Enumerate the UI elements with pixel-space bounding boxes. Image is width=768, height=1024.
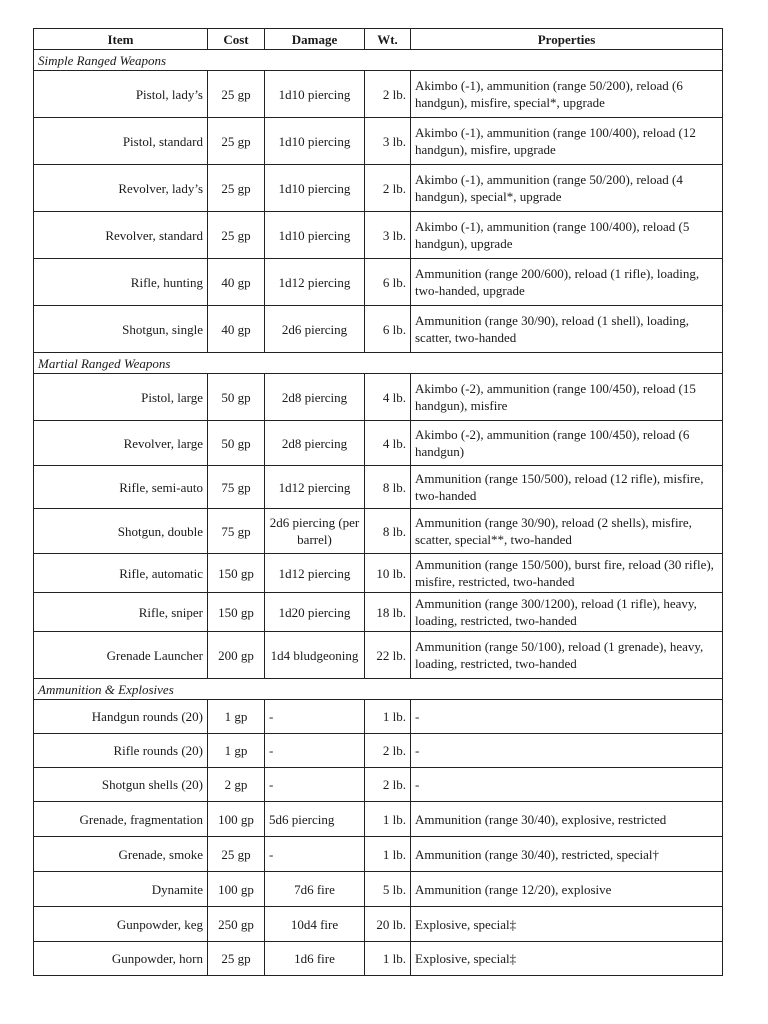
cost-cell: 25 gp (208, 837, 265, 872)
cost-cell: 150 gp (208, 593, 265, 632)
weight-cell: 6 lb. (365, 306, 411, 353)
damage-cell: 1d10 piercing (265, 165, 365, 212)
table-row (34, 466, 723, 509)
weight-cell: 3 lb. (365, 212, 411, 259)
weight-cell: 1 lb. (365, 942, 411, 976)
header-item: Item (34, 29, 208, 50)
weight-cell: 4 lb. (365, 374, 411, 421)
properties-cell: Akimbo (-1), ammunition (range 50/200), reload (4 handgun), special*, upgrade (411, 165, 723, 212)
properties-cell: Akimbo (-1), ammunition (range 100/400), reload (5 handgun), upgrade (411, 212, 723, 259)
item-cell: Grenade, smoke (34, 837, 208, 872)
properties-cell: Ammunition (range 150/500), burst fire, reload (30 rifle), misfire, restricted, two-handed (411, 554, 723, 593)
weight-cell: 22 lb. (365, 632, 411, 679)
item-cell: Rifle, sniper (34, 593, 208, 632)
weight-cell: 20 lb. (365, 907, 411, 942)
damage-cell: 1d10 piercing (265, 71, 365, 118)
properties-cell: Akimbo (-2), ammunition (range 100/450), reload (15 handgun), misfire (411, 374, 723, 421)
section-title: Ammunition & Explosives (34, 679, 723, 700)
damage-cell: - (265, 734, 365, 768)
table-row (34, 374, 723, 421)
weight-cell: 6 lb. (365, 259, 411, 306)
table-row (34, 118, 723, 165)
weight-cell: 1 lb. (365, 700, 411, 734)
header-properties: Properties (411, 29, 723, 50)
properties-cell: Explosive, special‡ (411, 907, 723, 942)
table-row (34, 734, 723, 768)
cost-cell: 75 gp (208, 466, 265, 509)
table-row (34, 768, 723, 802)
section-row (34, 50, 723, 71)
header-damage: Damage (265, 29, 365, 50)
item-cell: Gunpowder, horn (34, 942, 208, 976)
weight-cell: 4 lb. (365, 421, 411, 466)
table-row (34, 593, 723, 632)
item-cell: Pistol, standard (34, 118, 208, 165)
damage-cell: 10d4 fire (265, 907, 365, 942)
cost-cell: 40 gp (208, 306, 265, 353)
table-row (34, 942, 723, 976)
section-row (34, 353, 723, 374)
table-row (34, 306, 723, 353)
table-row (34, 554, 723, 593)
section-title: Martial Ranged Weapons (34, 353, 723, 374)
damage-cell: - (265, 837, 365, 872)
cost-cell: 25 gp (208, 212, 265, 259)
properties-cell: Explosive, special‡ (411, 942, 723, 976)
weight-cell: 2 lb. (365, 165, 411, 212)
item-cell: Rifle, semi-auto (34, 466, 208, 509)
properties-cell: - (411, 700, 723, 734)
damage-cell: 7d6 fire (265, 872, 365, 907)
damage-cell: 2d6 piercing (265, 306, 365, 353)
properties-cell: Ammunition (range 50/100), reload (1 grenade), heavy, loading, restricted, two-handed (411, 632, 723, 679)
weight-cell: 3 lb. (365, 118, 411, 165)
cost-cell: 50 gp (208, 374, 265, 421)
table-row (34, 632, 723, 679)
table-row (34, 700, 723, 734)
item-cell: Rifle, automatic (34, 554, 208, 593)
weight-cell: 10 lb. (365, 554, 411, 593)
damage-cell: 1d12 piercing (265, 466, 365, 509)
item-cell: Gunpowder, keg (34, 907, 208, 942)
item-cell: Rifle rounds (20) (34, 734, 208, 768)
cost-cell: 40 gp (208, 259, 265, 306)
item-cell: Revolver, standard (34, 212, 208, 259)
weight-cell: 18 lb. (365, 593, 411, 632)
table-row (34, 509, 723, 554)
properties-cell: - (411, 734, 723, 768)
weight-cell: 2 lb. (365, 71, 411, 118)
item-cell: Handgun rounds (20) (34, 700, 208, 734)
item-cell: Revolver, large (34, 421, 208, 466)
table-row (34, 907, 723, 942)
damage-cell: 1d12 piercing (265, 259, 365, 306)
table-row (34, 802, 723, 837)
item-cell: Revolver, lady’s (34, 165, 208, 212)
section-row (34, 679, 723, 700)
properties-cell: Akimbo (-2), ammunition (range 100/450), reload (6 handgun) (411, 421, 723, 466)
cost-cell: 150 gp (208, 554, 265, 593)
item-cell: Dynamite (34, 872, 208, 907)
properties-cell: Ammunition (range 200/600), reload (1 rifle), loading, two-handed, upgrade (411, 259, 723, 306)
properties-cell: Akimbo (-1), ammunition (range 100/400), reload (12 handgun), misfire, upgrade (411, 118, 723, 165)
cost-cell: 1 gp (208, 700, 265, 734)
damage-cell: 1d12 piercing (265, 554, 365, 593)
item-cell: Shotgun, double (34, 509, 208, 554)
damage-cell: 1d20 piercing (265, 593, 365, 632)
table-row (34, 837, 723, 872)
properties-cell: - (411, 768, 723, 802)
weight-cell: 8 lb. (365, 466, 411, 509)
cost-cell: 25 gp (208, 71, 265, 118)
damage-cell: 1d10 piercing (265, 118, 365, 165)
damage-cell: 5d6 piercing (265, 802, 365, 837)
damage-cell: - (265, 700, 365, 734)
weight-cell: 2 lb. (365, 734, 411, 768)
cost-cell: 50 gp (208, 421, 265, 466)
cost-cell: 100 gp (208, 872, 265, 907)
table-row (34, 872, 723, 907)
properties-cell: Ammunition (range 30/40), restricted, special† (411, 837, 723, 872)
weight-cell: 2 lb. (365, 768, 411, 802)
damage-cell: - (265, 768, 365, 802)
table-row (34, 259, 723, 306)
cost-cell: 100 gp (208, 802, 265, 837)
item-cell: Rifle, hunting (34, 259, 208, 306)
table-row (34, 71, 723, 118)
cost-cell: 1 gp (208, 734, 265, 768)
properties-cell: Ammunition (range 30/90), reload (2 shells), misfire, scatter, special**, two-handed (411, 509, 723, 554)
damage-cell: 2d6 piercing (per barrel) (265, 509, 365, 554)
properties-cell: Akimbo (-1), ammunition (range 50/200), reload (6 handgun), misfire, special*, upgrade (411, 71, 723, 118)
damage-cell: 2d8 piercing (265, 421, 365, 466)
damage-cell: 1d10 piercing (265, 212, 365, 259)
item-cell: Grenade, fragmentation (34, 802, 208, 837)
cost-cell: 200 gp (208, 632, 265, 679)
cost-cell: 25 gp (208, 118, 265, 165)
damage-cell: 1d6 fire (265, 942, 365, 976)
cost-cell: 2 gp (208, 768, 265, 802)
table-row (34, 421, 723, 466)
properties-cell: Ammunition (range 30/90), reload (1 shell), loading, scatter, two-handed (411, 306, 723, 353)
table-row (34, 165, 723, 212)
weight-cell: 1 lb. (365, 802, 411, 837)
cost-cell: 75 gp (208, 509, 265, 554)
item-cell: Shotgun shells (20) (34, 768, 208, 802)
weight-cell: 8 lb. (365, 509, 411, 554)
properties-cell: Ammunition (range 12/20), explosive (411, 872, 723, 907)
weight-cell: 1 lb. (365, 837, 411, 872)
item-cell: Pistol, lady’s (34, 71, 208, 118)
header-row (34, 29, 723, 50)
properties-cell: Ammunition (range 150/500), reload (12 rifle), misfire, two-handed (411, 466, 723, 509)
header-weight: Wt. (365, 29, 411, 50)
cost-cell: 25 gp (208, 165, 265, 212)
item-cell: Pistol, large (34, 374, 208, 421)
section-title: Simple Ranged Weapons (34, 50, 723, 71)
item-cell: Shotgun, single (34, 306, 208, 353)
header-cost: Cost (208, 29, 265, 50)
properties-cell: Ammunition (range 30/40), explosive, restricted (411, 802, 723, 837)
item-cell: Grenade Launcher (34, 632, 208, 679)
cost-cell: 25 gp (208, 942, 265, 976)
properties-cell: Ammunition (range 300/1200), reload (1 rifle), heavy, loading, restricted, two-handed (411, 593, 723, 632)
table-row (34, 212, 723, 259)
damage-cell: 2d8 piercing (265, 374, 365, 421)
weapons-table (33, 28, 723, 976)
weight-cell: 5 lb. (365, 872, 411, 907)
damage-cell: 1d4 bludgeoning (265, 632, 365, 679)
cost-cell: 250 gp (208, 907, 265, 942)
